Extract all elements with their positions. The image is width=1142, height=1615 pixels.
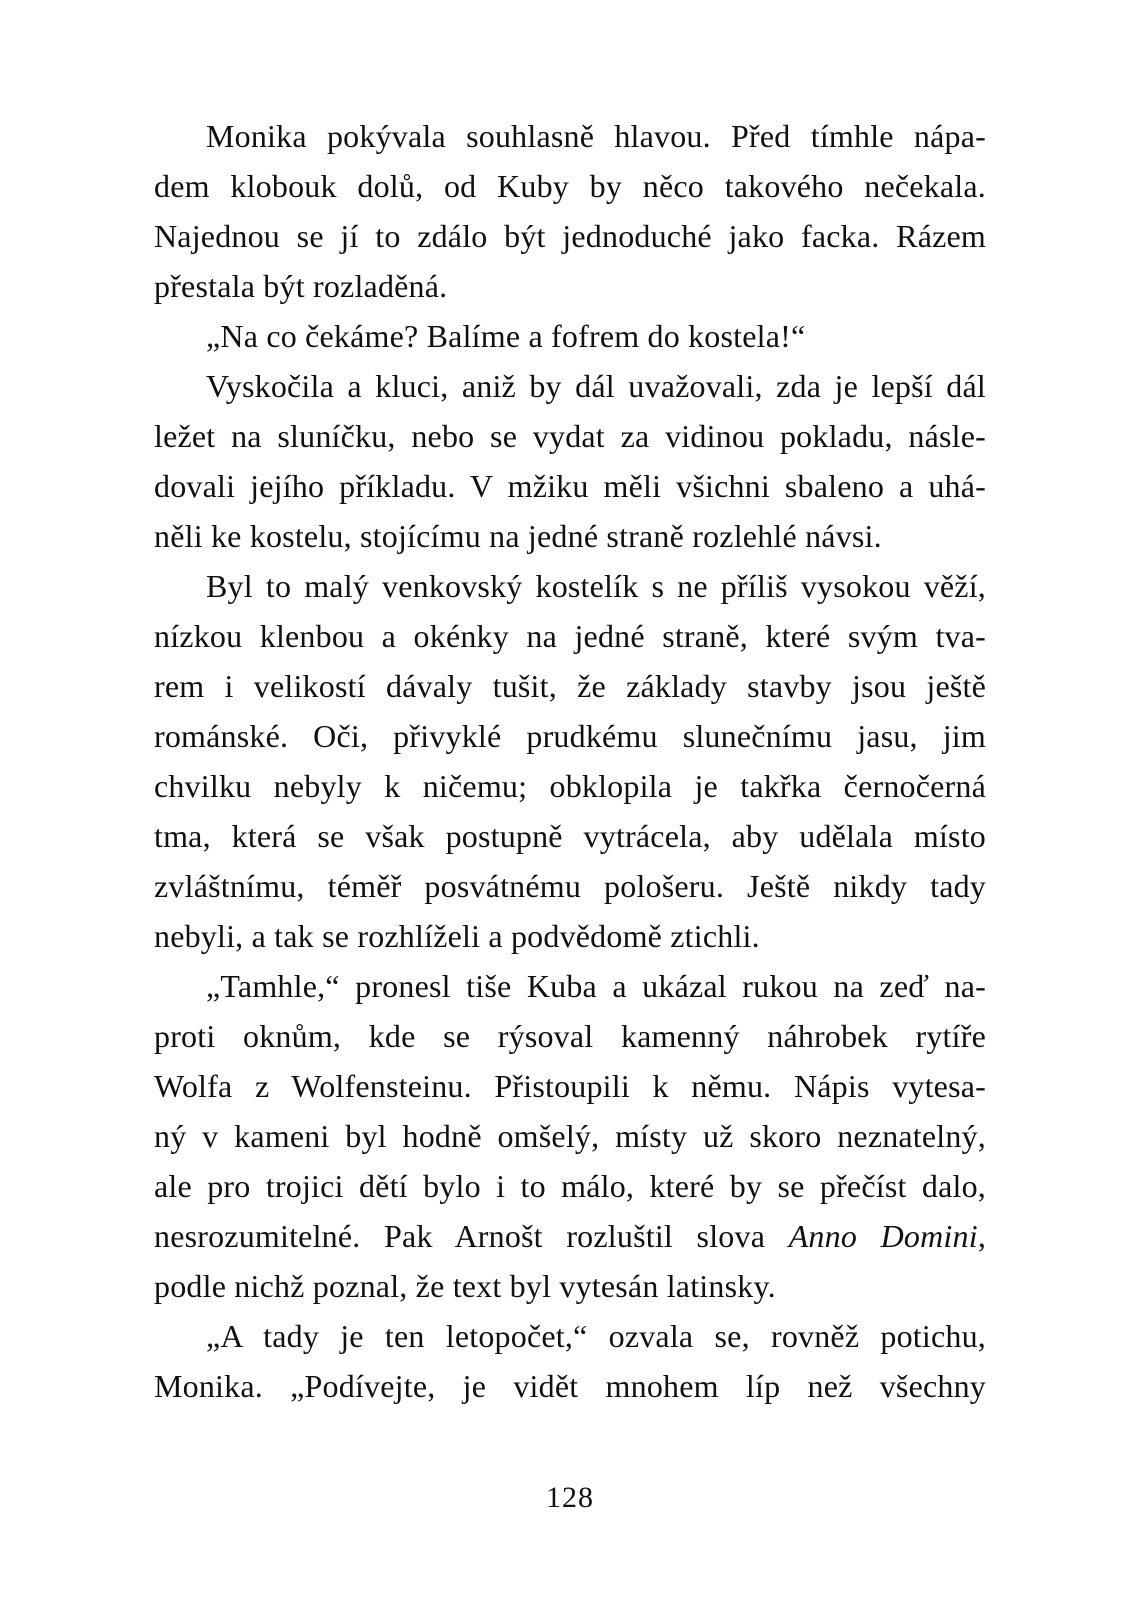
body-line bbox=[154, 1361, 986, 1411]
body-line bbox=[154, 211, 986, 261]
body-line bbox=[154, 511, 986, 561]
body-line bbox=[154, 1311, 986, 1361]
text-segment: Vyskočila a kluci, aniž by dál uvažovali, zda je lepší dál bbox=[206, 368, 986, 404]
text-segment: nesrozumitelné. Pak Arnošt rozluštil slova bbox=[154, 1218, 789, 1254]
text-segment: ný v kameni byl hodně omšelý, místy už skoro neznatelný, bbox=[154, 1118, 986, 1154]
body-line bbox=[154, 261, 986, 311]
text-segment: Monika. „Podívejte, je vidět mnohem líp než všechny bbox=[154, 1368, 986, 1404]
text-segment: ale pro trojici dětí bylo i to málo, které by se přečíst dalo, bbox=[154, 1168, 986, 1204]
text-segment: , bbox=[977, 1218, 987, 1254]
text-segment: rem i velikostí dávaly tušit, že základy stavby jsou ještě bbox=[154, 668, 986, 704]
body-line bbox=[154, 861, 986, 911]
body-line bbox=[154, 661, 986, 711]
page-number: 128 bbox=[546, 1481, 594, 1514]
body-line bbox=[154, 1111, 986, 1161]
body-line bbox=[154, 761, 986, 811]
italic-text-segment: Anno Domini bbox=[788, 1218, 978, 1254]
text-segment: nízkou klenbou a okénky na jedné straně, které svým tva- bbox=[154, 618, 986, 654]
text-block bbox=[154, 111, 986, 1411]
body-line bbox=[154, 461, 986, 511]
body-line bbox=[154, 1011, 986, 1061]
body-line bbox=[154, 561, 986, 611]
body-line bbox=[154, 711, 986, 761]
body-line bbox=[154, 1261, 986, 1311]
text-segment: přestala být rozladěná. bbox=[154, 268, 448, 304]
body-line bbox=[154, 911, 986, 961]
body-line bbox=[154, 1161, 986, 1211]
text-segment: tma, která se však postupně vytrácela, aby udělala místo bbox=[154, 818, 986, 854]
body-line bbox=[154, 161, 986, 211]
text-segment: zvláštnímu, téměř posvátnému pološeru. Ještě nikdy tady bbox=[154, 868, 986, 904]
body-line bbox=[154, 1061, 986, 1111]
text-segment: proti oknům, kde se rýsoval kamenný náhrobek rytíře bbox=[154, 1018, 986, 1054]
text-segment: nebyli, a tak se rozhlíželi a podvědomě ztichli. bbox=[154, 918, 760, 954]
body-line bbox=[154, 611, 986, 661]
text-segment: podle nichž poznal, že text byl vytesán latinsky. bbox=[154, 1268, 776, 1304]
text-segment: chvilku nebyly k ničemu; obklopila je takřka černočerná bbox=[154, 768, 986, 804]
text-segment: Byl to malý venkovský kostelík s ne příliš vysokou věží, bbox=[206, 568, 986, 604]
text-segment: Wolfa z Wolfensteinu. Přistoupili k němu. Nápis vytesa- bbox=[154, 1068, 986, 1104]
body-line bbox=[154, 411, 986, 461]
text-segment: Najednou se jí to zdálo být jednoduché jako facka. Rázem bbox=[154, 218, 986, 254]
body-line bbox=[154, 961, 986, 1011]
body-line bbox=[154, 111, 986, 161]
text-segment: románské. Oči, přivyklé prudkému slunečnímu jasu, jim bbox=[154, 718, 986, 754]
text-segment: dovali jejího příkladu. V mžiku měli všichni sbaleno a uhá- bbox=[154, 468, 986, 504]
text-segment: Monika pokývala souhlasně hlavou. Před tímhle nápa- bbox=[206, 118, 986, 154]
text-segment: „Na co čekáme? Balíme a fofrem do kostela!“ bbox=[206, 318, 806, 354]
text-segment: „A tady je ten letopočet,“ ozvala se, rovněž potichu, bbox=[206, 1318, 986, 1354]
text-segment: něli ke kostelu, stojícímu na jedné straně rozlehlé návsi. bbox=[154, 518, 882, 554]
text-segment: dem klobouk dolů, od Kuby by něco takového nečekala. bbox=[154, 168, 986, 204]
text-segment: „Tamhle,“ pronesl tiše Kuba a ukázal rukou na zeď na- bbox=[206, 968, 986, 1004]
body-line bbox=[154, 361, 986, 411]
body-line bbox=[154, 1211, 986, 1261]
body-line bbox=[154, 311, 986, 361]
body-line bbox=[154, 811, 986, 861]
text-segment: ležet na sluníčku, nebo se vydat za vidinou pokladu, násle- bbox=[154, 418, 986, 454]
